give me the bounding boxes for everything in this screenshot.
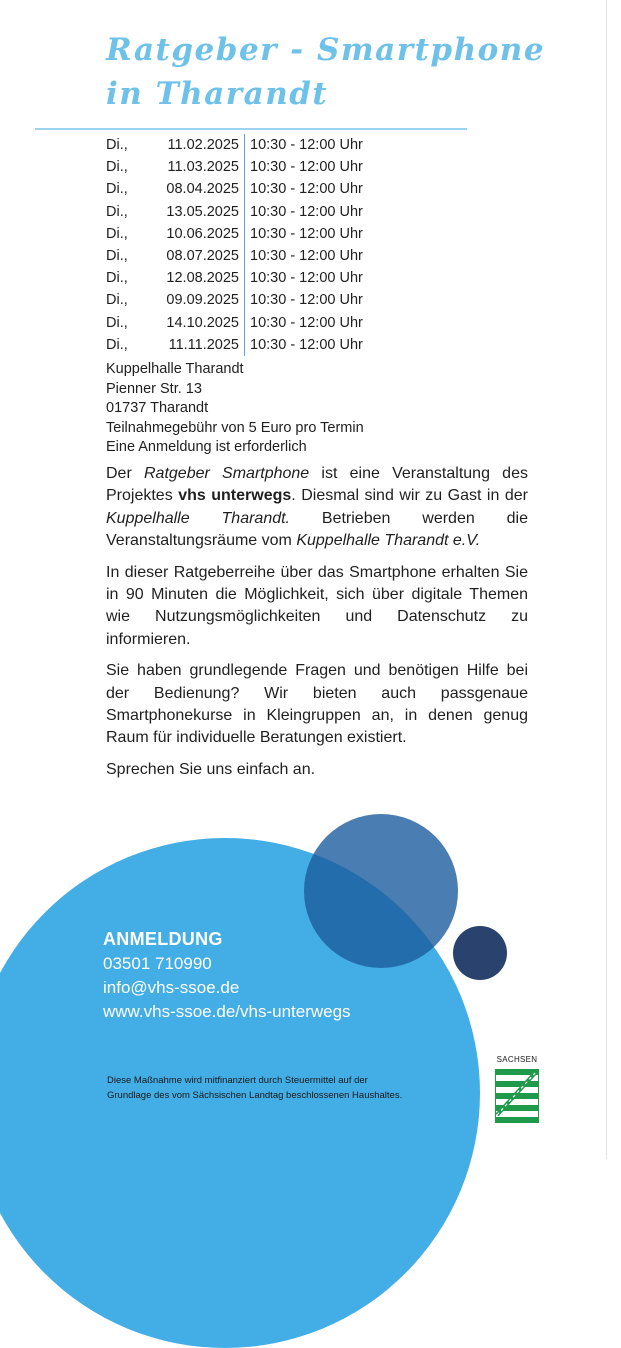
sachsen-logo <box>492 1055 542 1129</box>
schedule-day: Di., <box>106 314 128 331</box>
schedule-date: 14.10.2025 <box>159 312 245 334</box>
event-name: Ratgeber Smartphone <box>144 465 310 482</box>
schedule-date: 10.06.2025 <box>159 223 245 245</box>
schedule-date: 12.08.2025 <box>159 267 245 289</box>
schedule-time: 10:30 - 12:00 Uhr <box>250 203 363 220</box>
series-paragraph: In dieser Ratgeberreihe über das Smartphone erhalten Sie in 90 Minuten die Möglichkeit, sich über digitale Themen wie Nutzungsmöglichkeiten und Datenschutz zu informieren. <box>106 563 528 648</box>
saxony-coat-of-arms-icon <box>495 1069 539 1129</box>
schedule-row <box>106 201 363 223</box>
page-edge-line <box>606 0 607 1159</box>
title-line-2: in Tharandt <box>106 76 329 112</box>
intro-text-1: Der <box>106 465 144 482</box>
intro-text-4: Betrieben werden die Veranstaltungsräume vom <box>106 509 528 550</box>
schedule-day: Di., <box>106 203 128 220</box>
phone-number[interactable]: 03501 710990 <box>103 954 212 973</box>
schedule-day: Di., <box>106 181 128 198</box>
venue-address <box>106 360 364 458</box>
registration-heading: ANMELDUNG <box>103 929 223 949</box>
schedule-time: 10:30 - 12:00 Uhr <box>250 137 363 153</box>
schedule-day: Di., <box>106 270 128 287</box>
website-link[interactable]: www.vhs-ssoe.de/vhs-unterwegs <box>103 1002 351 1021</box>
funding-line-2: Grundlage des vom Sächsischen Landtag beschlossenen Haushaltes. <box>107 1090 403 1101</box>
schedule-row <box>106 134 363 156</box>
schedule-date: 08.07.2025 <box>159 245 245 267</box>
schedule-row <box>106 289 363 311</box>
schedule-row <box>106 178 363 200</box>
schedule-date: 13.05.2025 <box>159 201 245 223</box>
email-address[interactable]: info@vhs-ssoe.de <box>103 978 240 997</box>
schedule-day: Di., <box>106 225 128 242</box>
funding-notice <box>107 1073 492 1103</box>
registration-note: Eine Anmeldung ist erforderlich <box>106 439 307 456</box>
operator-name: Kuppelhalle Tharandt e.V. <box>296 532 481 550</box>
schedule-time: 10:30 - 12:00 Uhr <box>250 159 363 176</box>
schedule-day: Di., <box>106 336 128 353</box>
flyer-title <box>106 28 545 116</box>
venue-reference: Kuppelhalle Tharandt. <box>106 509 290 527</box>
funding-line-1: Diese Maßnahme wird mitfinanziert durch Steuermittel auf der <box>107 1075 368 1086</box>
schedule-row <box>106 267 363 289</box>
title-line-1: Ratgeber - Smartphone <box>106 32 546 68</box>
participation-fee: Teilnahmegebühr von 5 Euro pro Termin <box>106 419 364 436</box>
venue-name: Kuppelhalle Tharandt <box>106 361 244 377</box>
schedule-row <box>106 223 363 245</box>
courses-paragraph: Sie haben grundlegende Fragen und benötigen Hilfe bei der Bedienung? Wir bieten auch passgenaue Smartphonekurse in Kleingruppen an, in denen genug Raum für individuelle Beratungen existiert. <box>106 662 528 747</box>
venue-street: Pienner Str. 13 <box>106 380 202 397</box>
schedule-time: 10:30 - 12:00 Uhr <box>250 270 363 287</box>
intro-text-2: ist eine Veranstaltung des Projektes <box>106 465 528 505</box>
schedule-time: 10:30 - 12:00 Uhr <box>250 292 363 309</box>
schedule-day: Di., <box>106 247 128 264</box>
contact-invitation: Sprechen Sie uns einfach an. <box>106 760 316 778</box>
schedule-date: 08.04.2025 <box>159 178 245 200</box>
project-name: vhs unterwegs <box>178 487 292 505</box>
schedule-day: Di., <box>106 159 128 176</box>
venue-city: 01737 Tharandt <box>106 400 209 417</box>
schedule-time: 10:30 - 12:00 Uhr <box>250 336 363 353</box>
intro-paragraph <box>106 463 528 553</box>
description-text <box>106 463 528 790</box>
schedule-day: Di., <box>106 292 128 309</box>
schedule-row <box>106 312 363 334</box>
title-divider <box>35 128 467 130</box>
intro-text-3: . Diesmal sind wir zu Gast in der <box>291 487 528 505</box>
schedule-day: Di., <box>106 137 128 153</box>
schedule-row <box>106 245 363 267</box>
decorative-circle-small <box>453 926 507 980</box>
schedule-time: 10:30 - 12:00 Uhr <box>250 247 363 264</box>
schedule-row <box>106 156 363 178</box>
schedule-date: 09.09.2025 <box>159 289 245 311</box>
sachsen-label: SACHSEN <box>496 1055 538 1064</box>
schedule-time: 10:30 - 12:00 Uhr <box>250 314 363 331</box>
schedule-date: 11.03.2025 <box>159 156 245 178</box>
registration-contact <box>103 926 351 1024</box>
schedule-date: 11.02.2025 <box>159 134 245 156</box>
schedule-date: 11.11.2025 <box>159 334 245 356</box>
schedule-table <box>106 134 363 356</box>
schedule-row <box>106 334 363 356</box>
schedule-time: 10:30 - 12:00 Uhr <box>250 181 363 198</box>
schedule-time: 10:30 - 12:00 Uhr <box>250 225 363 242</box>
